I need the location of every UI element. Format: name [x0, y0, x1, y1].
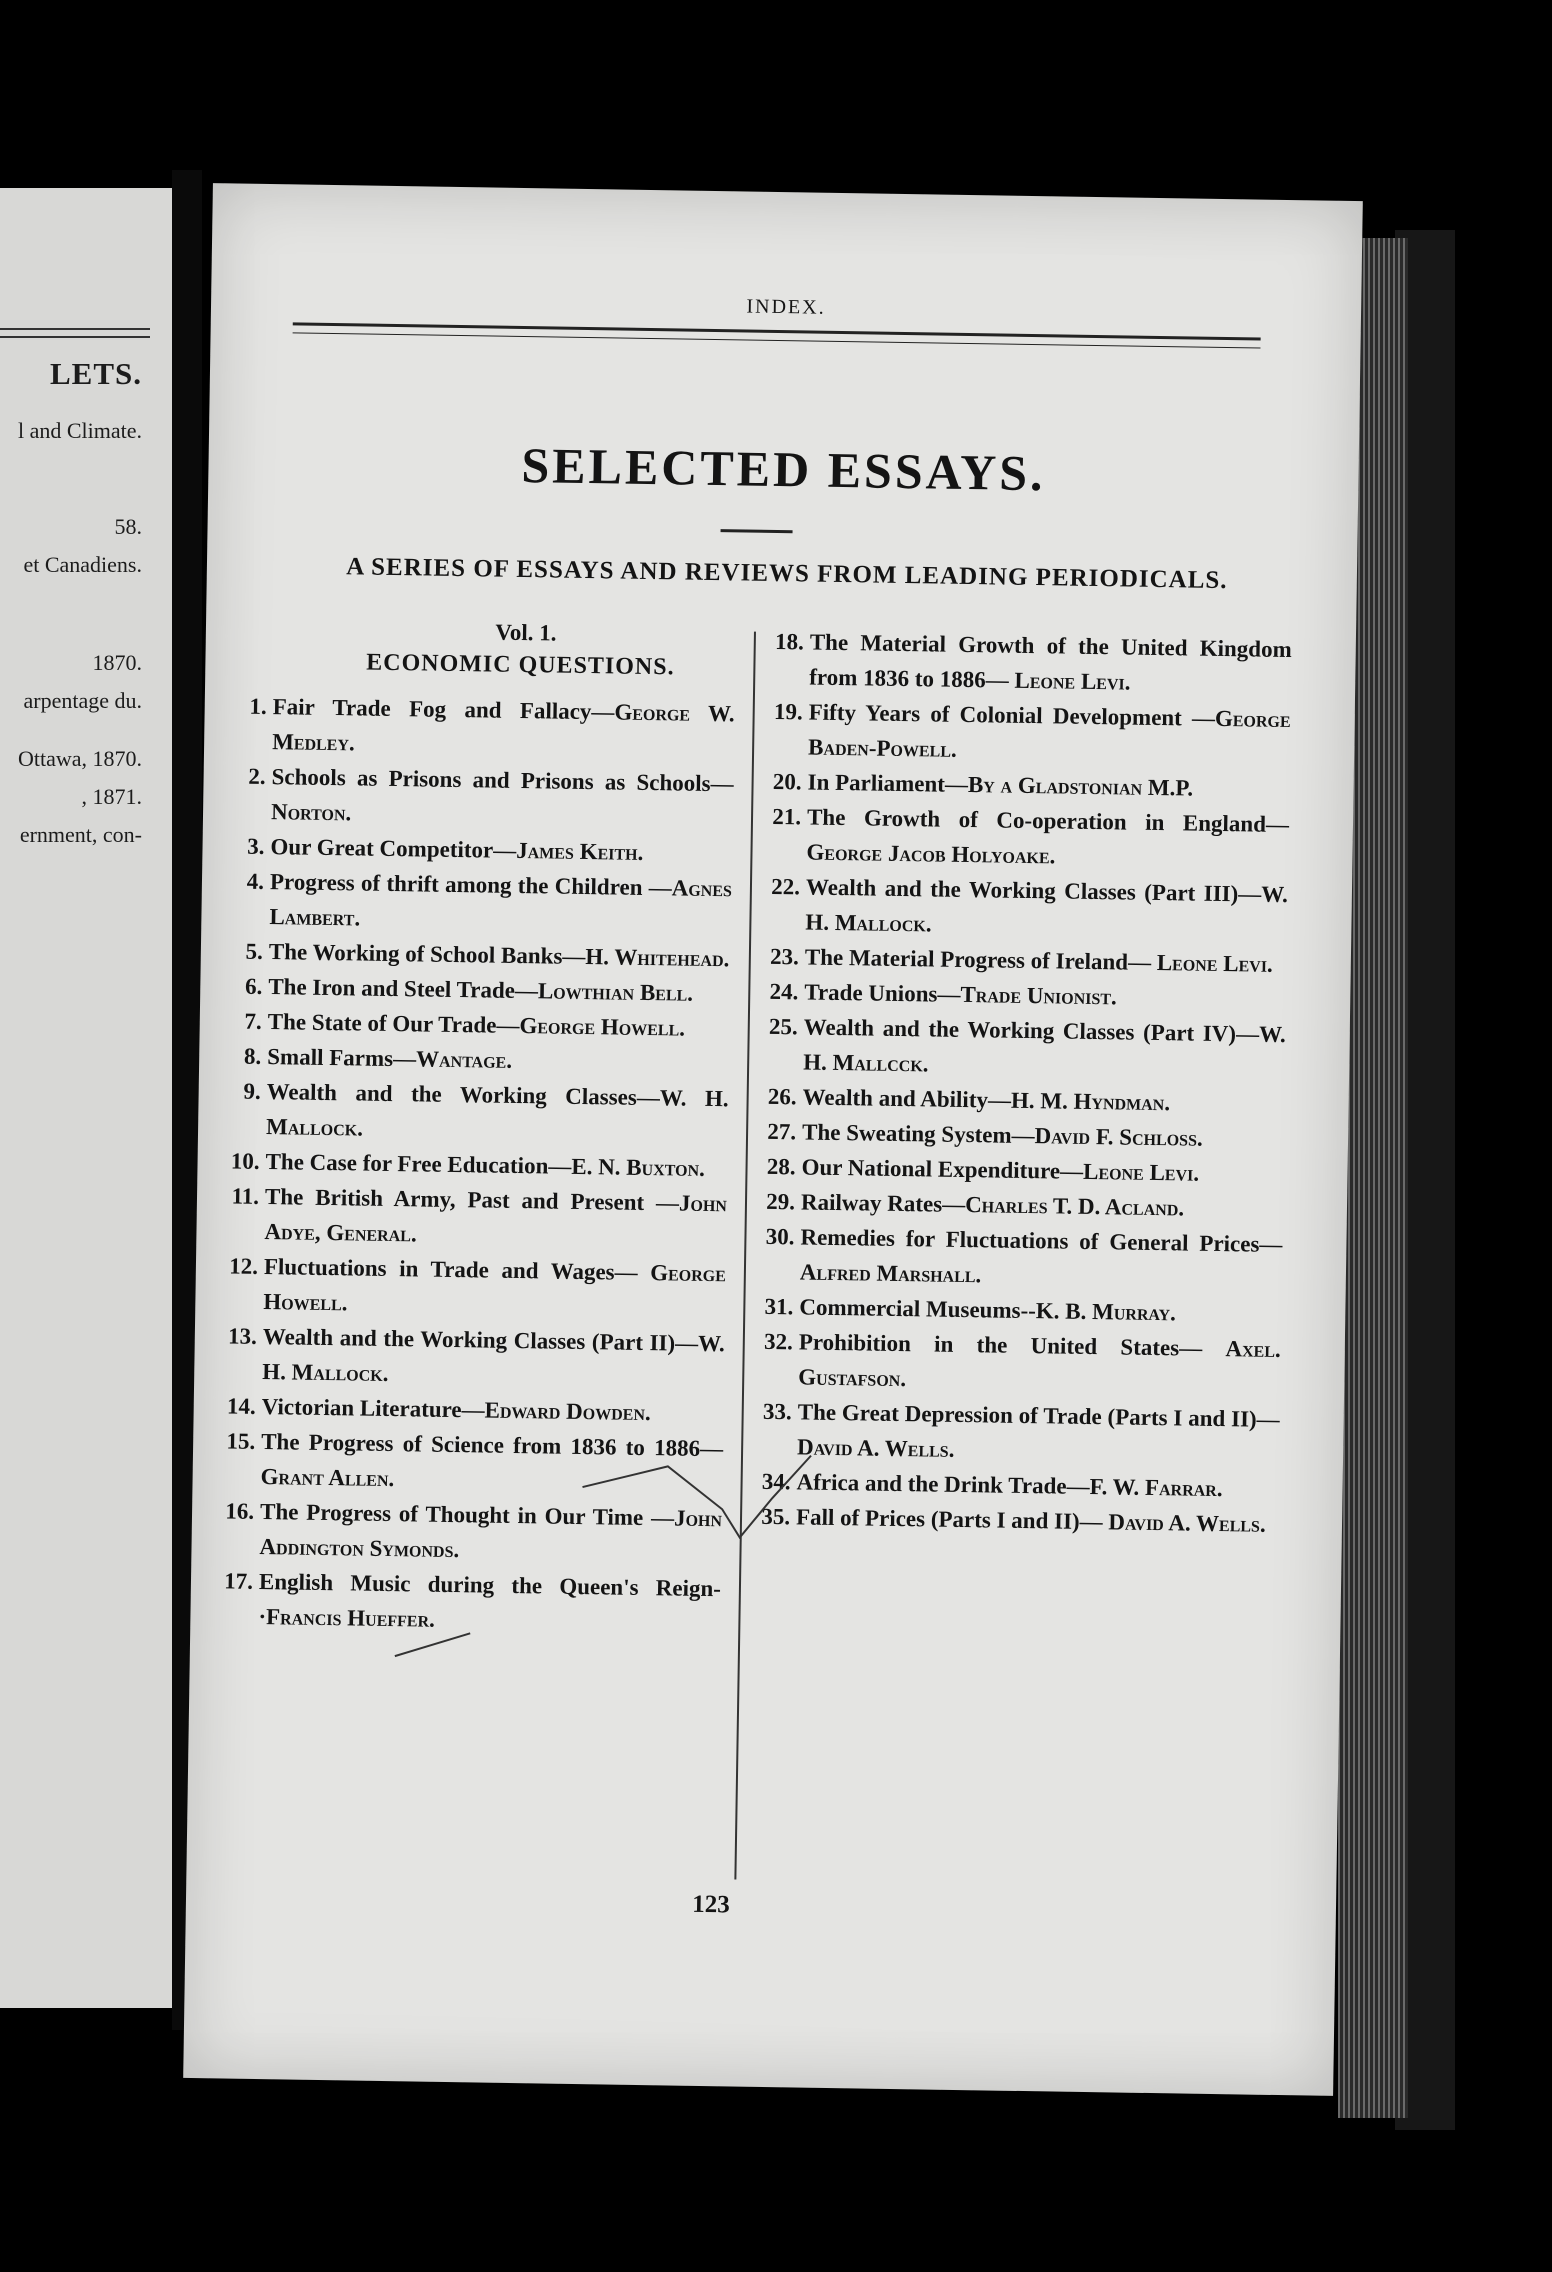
entry-number: 27. — [767, 1118, 797, 1145]
entry-title: The Progress of Science from 1836 to 1886— — [260, 1428, 724, 1462]
index-entry — [224, 1318, 725, 1396]
entry-title: Wealth and Ability— — [802, 1084, 1012, 1113]
entry-author: Norton. — [270, 799, 352, 826]
entry-title: English Music during the Queen's Reign- — [258, 1568, 722, 1602]
entry-number: 6. — [244, 973, 263, 999]
entry-number: 29. — [766, 1188, 796, 1215]
index-entry — [767, 869, 1288, 947]
column-divider — [734, 632, 756, 1880]
entry-number: 15. — [226, 1428, 256, 1454]
entry-title: Wealth and the Working Classes (Part IV)— — [803, 1014, 1260, 1047]
entry-author: David F. Schloss. — [1034, 1123, 1203, 1151]
left-page-text: , 1871. — [81, 784, 142, 809]
left-page-text: Ottawa, 1870. — [17, 746, 142, 771]
entry-title: The Case for Free Education— — [265, 1149, 572, 1179]
entry-author: John Addington Symonds. — [259, 1505, 723, 1563]
entry-number: 20. — [772, 768, 802, 795]
entry-author: F. W. Farrar. — [1089, 1474, 1223, 1502]
entry-number: 11. — [231, 1183, 260, 1209]
entry-number: 34. — [761, 1468, 791, 1495]
entry-title: Fall of Prices (Parts I and II)— — [795, 1504, 1109, 1535]
index-entry — [770, 694, 1291, 772]
entry-title: Fifty Years of Colonial Development — — [808, 699, 1216, 731]
entry-title: Prohibition in the United States— — [798, 1329, 1226, 1362]
entry-title: The Progress of Thought in Our Time — — [259, 1498, 675, 1531]
entry-title: Railway Rates— — [800, 1189, 966, 1218]
entry-author: Wantage. — [415, 1046, 513, 1073]
entry-title: In Parliament— — [807, 769, 969, 798]
entry-title: The Great Depression of Trade (Parts I and II)— — [797, 1399, 1280, 1432]
left-page-text: arpentage du. — [23, 688, 142, 713]
entry-author: George W. Medley. — [271, 699, 735, 756]
entry-title: The Sweating System— — [801, 1119, 1035, 1149]
entry-author: H. Whitehead. — [585, 944, 730, 972]
index-entry — [759, 1394, 1280, 1472]
entry-title: Remedies for Fluctuations of General Prices— — [800, 1224, 1283, 1258]
entry-number: 17. — [224, 1568, 254, 1594]
entry-number: 28. — [766, 1153, 796, 1180]
entry-author: Leone Levi. — [1082, 1158, 1200, 1186]
index-entry — [233, 758, 734, 836]
entry-number: 32. — [763, 1328, 794, 1355]
entry-author: George Jacob Holyoake. — [806, 839, 1056, 869]
left-page-rule — [0, 328, 150, 330]
entry-author: W. H. Mallcck. — [803, 1021, 1286, 1077]
entry-number: 14. — [226, 1393, 256, 1419]
entry-author: Alfred Marshall. — [799, 1259, 982, 1288]
entry-author: Charles T. D. Acland. — [964, 1192, 1185, 1221]
entry-title: Fluctuations in Trade and Wages— — [263, 1254, 651, 1286]
index-entry — [762, 1219, 1283, 1297]
entry-number: 24. — [769, 978, 799, 1005]
left-page-text: 58. — [114, 514, 142, 539]
entry-author: James Keith. — [516, 837, 644, 865]
entry-author: David A. Wells. — [796, 1434, 955, 1462]
entry-number: 4. — [246, 868, 265, 894]
index-page — [183, 183, 1363, 2096]
index-entry — [765, 1009, 1286, 1087]
index-entry — [226, 1178, 727, 1256]
entry-author: By a Gladstonian M.P. — [967, 772, 1194, 801]
entry-title: Schools as Prisons and Prisons as Schools— — [271, 764, 734, 797]
entry-author: George Howell. — [519, 1013, 686, 1041]
entry-number: 31. — [764, 1293, 794, 1320]
entry-author: John Adye, General. — [264, 1190, 728, 1247]
index-entry — [220, 1563, 721, 1641]
index-entry — [222, 1423, 723, 1501]
entry-number: 13. — [227, 1323, 258, 1349]
entry-number: 21. — [772, 803, 802, 830]
left-page-text: 1870. — [92, 650, 142, 675]
entry-number: 30. — [765, 1223, 795, 1250]
index-entry — [234, 688, 735, 766]
entry-number: 23. — [769, 943, 800, 970]
index-entry — [231, 863, 732, 941]
entry-title: The State of Our Trade— — [267, 1009, 520, 1039]
entry-author: Axel. Gustafson. — [798, 1336, 1281, 1392]
entry-author: Edward Dowden. — [484, 1397, 651, 1426]
entry-number: 9. — [243, 1078, 261, 1104]
title-rule — [721, 529, 793, 533]
entry-author: W. H. Mallock. — [265, 1085, 729, 1141]
previous-page-fragment — [0, 188, 172, 2008]
left-page-rule — [0, 336, 150, 338]
entry-title: Wealth and the Working Classes (Part II)— — [262, 1324, 699, 1356]
entry-title: The Working of School Banks— — [268, 939, 586, 970]
entry-author: David A. Wells. — [1108, 1509, 1266, 1537]
right-column — [758, 624, 1292, 1542]
entry-title: Victorian Literature— — [261, 1394, 485, 1423]
entry-author: Leone Levi. — [1014, 667, 1131, 695]
entry-number: 19. — [773, 698, 803, 725]
index-entry — [221, 1493, 722, 1571]
volume-label: Vol. 1. — [495, 619, 557, 646]
entry-number: 12. — [229, 1253, 259, 1279]
entry-author: K. B. Murray. — [1035, 1298, 1177, 1326]
entry-title: Africa and the Drink Trade— — [796, 1469, 1090, 1500]
left-page-text: LETS. — [49, 356, 142, 391]
index-entry — [768, 799, 1289, 877]
entry-title: Wealth and the Working Classes (Part III)— — [805, 874, 1262, 907]
entry-title: The British Army, Past and Present — — [264, 1184, 680, 1216]
entry-number: 7. — [244, 1008, 262, 1034]
page-title: SELECTED ESSAYS. — [521, 436, 1047, 502]
running-head: INDEX. — [746, 295, 826, 319]
entry-number: 33. — [762, 1398, 792, 1425]
entry-author: George Baden-Powell. — [807, 705, 1291, 762]
entry-number: 10. — [230, 1148, 260, 1174]
entry-title: Trade Unions— — [804, 979, 961, 1007]
entry-title: Our National Expenditure— — [801, 1154, 1084, 1184]
entry-author: Grant Allen. — [260, 1463, 395, 1492]
entry-author: George Howell. — [263, 1260, 727, 1316]
entry-title: Small Farms— — [267, 1044, 417, 1072]
page-number: 123 — [692, 1890, 730, 1919]
section-heading: ECONOMIC QUESTIONS. — [366, 649, 675, 681]
entry-title: Progress of thrift among the Children — — [269, 869, 672, 901]
entry-number: 1. — [249, 693, 267, 719]
entry-title: The Material Growth of the United Kingdom from 1836 to 1886— — [809, 629, 1292, 693]
entry-number: 8. — [243, 1043, 262, 1069]
entry-number: 16. — [225, 1498, 255, 1524]
entry-title: Fair Trade Fog and Fallacy— — [272, 694, 615, 725]
header-rule — [293, 322, 1261, 340]
entry-author: Lowthian Bell. — [537, 978, 694, 1006]
entry-author: Leone Levi. — [1156, 950, 1273, 977]
entry-title: The Growth of Co-operation in England— — [806, 804, 1290, 838]
entry-number: 26. — [767, 1083, 797, 1110]
left-page-text: et Canadiens. — [23, 552, 142, 577]
entry-author: H. M. Hyndman. — [1010, 1087, 1171, 1116]
index-entry — [771, 624, 1292, 702]
index-entry — [225, 1248, 726, 1326]
entry-author: ·Francis Hueffer. — [258, 1603, 436, 1632]
index-entry — [760, 1324, 1281, 1402]
entry-title: Wealth and the Working Classes— — [266, 1079, 661, 1111]
entry-title: Our Great Competitor— — [270, 834, 517, 863]
entry-author: Trade Unionist. — [960, 981, 1117, 1010]
left-page-text: l and Climate. — [17, 418, 142, 443]
entry-author: W. H. Mallock. — [805, 881, 1289, 937]
entry-number: 3. — [247, 833, 265, 859]
entry-title: Commercial Museums-- — [799, 1294, 1037, 1324]
left-page-text: ernment, con- — [19, 822, 142, 847]
entry-author: W. H. Mallock. — [262, 1330, 725, 1386]
page-subtitle: A SERIES OF ESSAYS AND REVIEWS FROM LEADING PERIODICALS. — [346, 553, 1228, 595]
entry-author: E. N. Buxton. — [571, 1153, 706, 1181]
entry-number: 18. — [774, 628, 805, 655]
entry-number: 22. — [771, 873, 801, 900]
index-entry — [758, 1499, 1278, 1542]
entry-number: 25. — [768, 1013, 798, 1040]
entry-number: 35. — [761, 1503, 791, 1530]
entry-author: Agnes Lambert. — [269, 875, 733, 931]
left-column — [220, 616, 736, 1642]
entry-number: 2. — [248, 763, 266, 789]
index-entry — [228, 1073, 729, 1151]
entry-number: 5. — [245, 938, 264, 964]
entry-title: The Iron and Steel Trade— — [268, 974, 539, 1004]
entry-title: The Material Progress of Ireland— — [804, 944, 1158, 976]
